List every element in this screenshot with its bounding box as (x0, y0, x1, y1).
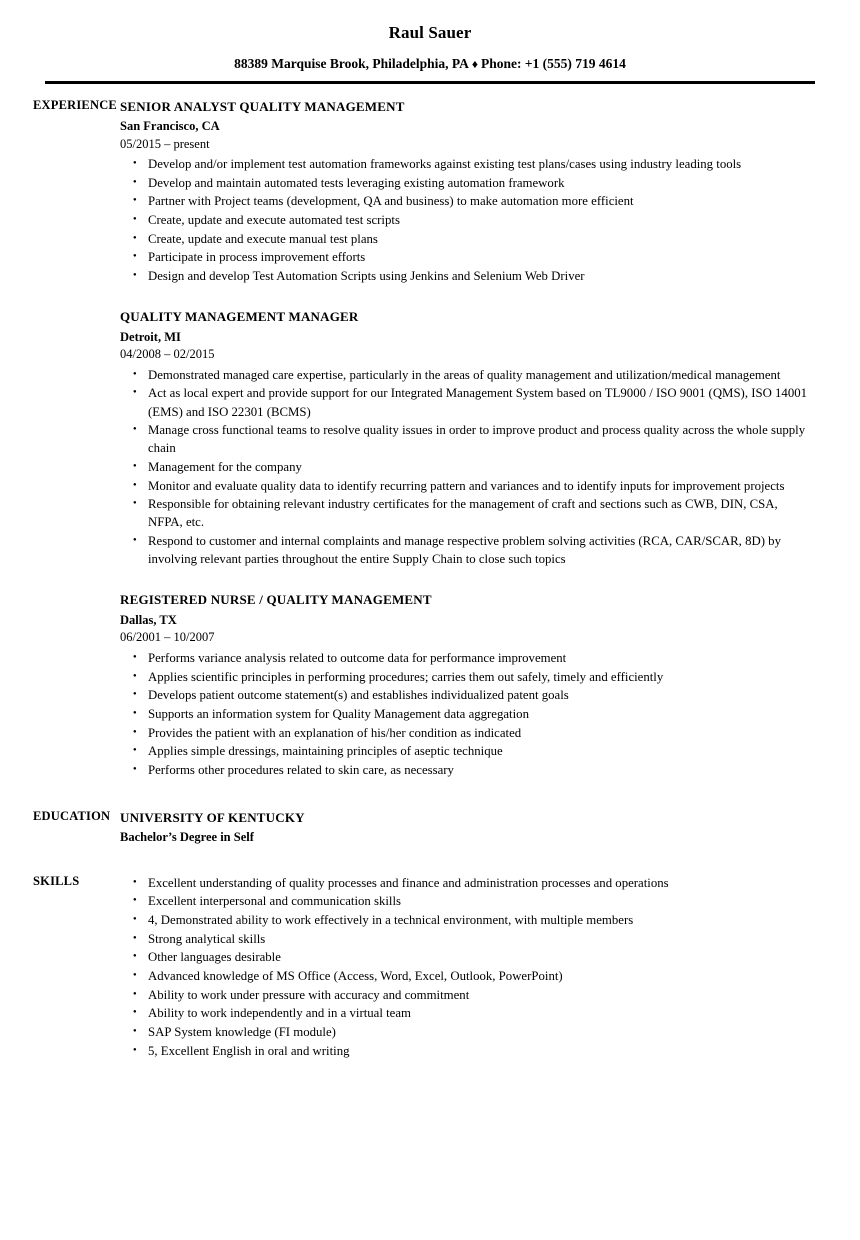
skills-entries (120, 874, 860, 1061)
list-item: ● Excellent understanding of quality processes and finance and administration processes and operations (120, 874, 808, 892)
list-item: ● Provides the patient with an explanation of his/her condition as indicated (120, 724, 808, 742)
list-item: ● Management for the company (120, 458, 808, 476)
experience-entry (120, 308, 808, 568)
list-item: ● 4, Demonstrated ability to work effectively in a technical environment, with multiple members (120, 911, 808, 929)
list-item: ● Respond to customer and internal complaints and manage respective problem solving activities (RCA, CAR/SCAR, 8D) by involving relevant parties throughout the entire Supply Chain to close such topics (120, 532, 808, 568)
list-item: ● Demonstrated managed care expertise, particularly in the areas of quality management and utilization/medical management (120, 366, 808, 384)
list-item: ● Design and develop Test Automation Scripts using Jenkins and Selenium Web Driver (120, 267, 808, 285)
list-item: ● Develop and/or implement test automation frameworks against existing test plans/cases using industry leading tools (120, 155, 808, 173)
education-entry (120, 809, 808, 847)
list-item: ● Create, update and execute automated test scripts (120, 211, 808, 229)
section-label-education: EDUCATION (33, 808, 111, 823)
job-location: Detroit, MI (120, 329, 181, 344)
candidate-name: Raul Sauer (388, 23, 472, 42)
job-location: San Francisco, CA (120, 119, 220, 134)
list-item: ● Performs other procedures related to skin care, as necessary (120, 761, 808, 779)
experience-entry (120, 591, 808, 779)
list-item: ● Strong analytical skills (120, 930, 808, 948)
experience-entry (120, 98, 808, 286)
list-item: ● Participate in process improvement efforts (120, 248, 808, 266)
list-item: ● Monitor and evaluate quality data to identify recurring pattern and variances and to identify inputs for improvement projects (120, 477, 808, 495)
list-item: ● Act as local expert and provide support for our Integrated Management System based on TL9000 / ISO 9001 (QMS), ISO 14001 (EMS) and ISO 22301 (BCMS) (120, 384, 808, 420)
education-degree: Bachelor’s Degree in Self (120, 830, 254, 845)
job-responsibility-list (120, 366, 808, 569)
skills-section (0, 874, 860, 1061)
job-dates: 05/2015 – present (120, 136, 210, 151)
diamond-separator-icon: ♦ (471, 56, 478, 71)
list-item: ● Supports an information system for Quality Management data aggregation (120, 705, 808, 723)
list-item: ● Responsible for obtaining relevant industry certificates for the management of craft and sections such as CWB, DIN, CSA, NFPA, etc. (120, 495, 808, 531)
list-item: ● Ability to work independently and in a virtual team (120, 1004, 808, 1022)
job-title: QUALITY MANAGEMENT MANAGER (120, 309, 359, 325)
experience-entries (120, 98, 860, 780)
job-responsibility-list (120, 155, 808, 285)
contact-line (0, 57, 860, 72)
list-item: ● Performs variance analysis related to outcome data for performance improvement (120, 649, 808, 667)
list-item: ● Excellent interpersonal and communication skills (120, 892, 808, 910)
header-divider (45, 81, 815, 84)
section-label-skills: SKILLS (33, 873, 80, 888)
list-item: ● Applies scientific principles in performing procedures; carries them out safely, timely and efficiently (120, 668, 808, 686)
contact-phone: Phone: +1 (555) 719 4614 (480, 55, 626, 71)
contact-address: 88389 Marquise Brook, Philadelphia, PA (234, 55, 469, 71)
education-section (0, 809, 860, 847)
list-item: ● Develop and maintain automated tests leveraging existing automation framework (120, 174, 808, 192)
education-entries (120, 809, 860, 847)
list-item: ● Applies simple dressings, maintaining principles of aseptic technique (120, 742, 808, 760)
list-item: ● Other languages desirable (120, 948, 808, 966)
resume-header (0, 0, 860, 84)
section-label-experience: EXPERIENCE (33, 97, 117, 112)
list-item: ● Ability to work under pressure with accuracy and commitment (120, 986, 808, 1004)
list-item: ● Partner with Project teams (development, QA and business) to make automation more efficient (120, 192, 808, 210)
education-school: UNIVERSITY OF KENTUCKY (120, 809, 305, 825)
job-location: Dallas, TX (120, 612, 177, 627)
job-dates: 04/2008 – 02/2015 (120, 347, 215, 362)
list-item: ● Advanced knowledge of MS Office (Access, Word, Excel, Outlook, PowerPoint) (120, 967, 808, 985)
list-item: ● 5, Excellent English in oral and writing (120, 1042, 808, 1060)
job-title: REGISTERED NURSE / QUALITY MANAGEMENT (120, 592, 432, 608)
job-title: SENIOR ANALYST QUALITY MANAGEMENT (120, 98, 405, 114)
list-item: ● Create, update and execute manual test plans (120, 230, 808, 248)
list-item: ● SAP System knowledge (FI module) (120, 1023, 808, 1041)
skills-list (120, 874, 808, 1060)
experience-section (0, 98, 860, 780)
job-responsibility-list (120, 649, 808, 779)
job-dates: 06/2001 – 10/2007 (120, 630, 215, 645)
list-item: ● Manage cross functional teams to resolve quality issues in order to improve product and process quality across the whole supply chain (120, 421, 808, 457)
list-item: ● Develops patient outcome statement(s) and establishes individualized patent goals (120, 686, 808, 704)
